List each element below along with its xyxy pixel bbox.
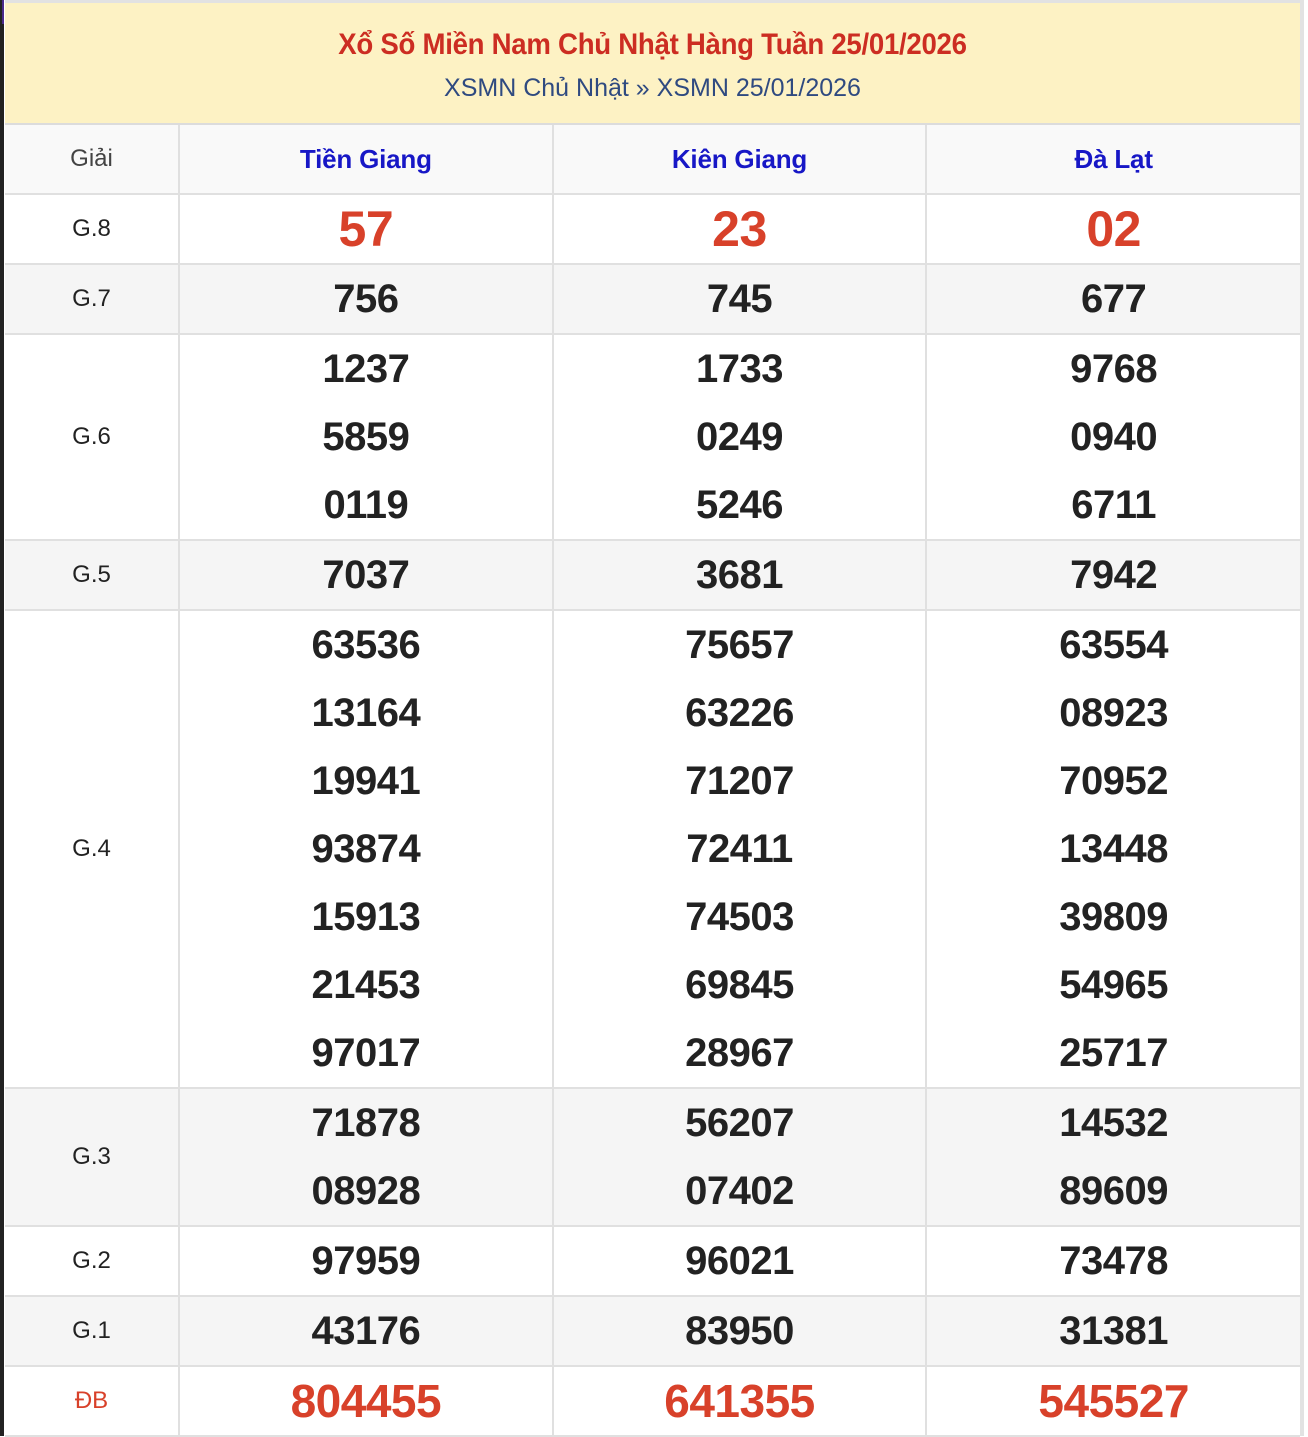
prize-label: G.7 [5, 264, 179, 334]
prize-number: 641355 [664, 1375, 815, 1427]
prize-cell [179, 1088, 553, 1226]
prize-cell [553, 610, 927, 1088]
prize-cell [179, 264, 553, 334]
prize-label: G.4 [5, 610, 179, 1088]
prize-number: 08928 [311, 1169, 421, 1213]
prize-number: 804455 [290, 1375, 442, 1427]
breadcrumb-separator: » [635, 74, 650, 102]
prize-number: 56207 [685, 1101, 794, 1145]
prize-number: 08923 [1059, 691, 1169, 735]
prize-cell [179, 1366, 553, 1436]
prize-number: 63536 [311, 623, 421, 667]
prize-label: G.6 [5, 334, 179, 540]
breadcrumb [5, 73, 1300, 103]
prize-number: 57 [338, 201, 394, 257]
prize-number: 54965 [1059, 963, 1169, 1007]
prize-cell [926, 540, 1300, 610]
prize-number: 39809 [1059, 895, 1169, 939]
prize-number: 13448 [1059, 827, 1169, 871]
prize-number: 13164 [311, 691, 421, 735]
prize-cell [179, 1296, 553, 1366]
prize-number: 677 [1081, 277, 1147, 321]
breadcrumb-link-xsmn-sunday[interactable]: XSMN Chủ Nhật [444, 74, 629, 102]
results-panel [5, 0, 1304, 1436]
prize-cell [553, 1088, 927, 1226]
prize-number: 25717 [1059, 1031, 1169, 1075]
prize-number: 93874 [311, 827, 421, 871]
column-header-da-lat[interactable]: Đà Lạt [926, 125, 1300, 194]
prize-number: 69845 [685, 963, 794, 1007]
table-row [5, 1296, 1300, 1366]
prize-cell [179, 194, 553, 264]
prize-cell [926, 194, 1300, 264]
prize-number: 97959 [311, 1239, 421, 1283]
prize-number: 19941 [311, 759, 421, 803]
prize-label: ĐB [5, 1366, 179, 1436]
prize-number: 72411 [686, 827, 793, 871]
prize-number: 96021 [685, 1239, 794, 1283]
table-row [5, 610, 1300, 1088]
prize-number: 545527 [1038, 1375, 1189, 1427]
prize-number: 1237 [322, 347, 410, 391]
prize-cell [553, 334, 927, 540]
prize-cell [553, 264, 927, 334]
prize-number: 71207 [685, 759, 794, 803]
prize-number: 745 [706, 277, 773, 321]
prize-number: 1733 [695, 347, 783, 391]
table-row [5, 334, 1300, 540]
prize-number: 6711 [1071, 483, 1157, 527]
prize-cell [553, 540, 927, 610]
prize-number: 0940 [1070, 415, 1158, 459]
table-header-row [5, 125, 1300, 194]
table-row [5, 1226, 1300, 1296]
prize-number: 83950 [685, 1309, 794, 1353]
prize-label: G.3 [5, 1088, 179, 1226]
prize-cell [553, 1366, 927, 1436]
prize-number: 756 [333, 277, 399, 321]
prize-cell [179, 540, 553, 610]
results-table [5, 125, 1300, 1437]
prize-number: 63226 [685, 691, 794, 735]
prize-label: G.2 [5, 1226, 179, 1296]
prize-cell [926, 1296, 1300, 1366]
prize-number: 28967 [685, 1031, 794, 1075]
prize-cell [926, 1088, 1300, 1226]
prize-number: 21453 [311, 963, 421, 1007]
column-header-kien-giang[interactable]: Kiên Giang [553, 125, 927, 194]
prize-number: 3681 [695, 553, 783, 597]
prize-number: 89609 [1059, 1169, 1169, 1213]
column-header-tien-giang[interactable]: Tiền Giang [179, 125, 553, 194]
prize-cell [553, 1296, 927, 1366]
prize-number: 23 [712, 201, 767, 257]
page-title: Xổ Số Miền Nam Chủ Nhật Hàng Tuần 25/01/2026 [338, 28, 967, 61]
window-edge-accent [2, 0, 4, 24]
table-row [5, 194, 1300, 264]
prize-cell [179, 1226, 553, 1296]
prize-number: 73478 [1059, 1239, 1169, 1283]
prize-cell [926, 264, 1300, 334]
prize-number: 15913 [311, 895, 421, 939]
prize-cell [926, 1366, 1300, 1436]
prize-label: G.5 [5, 540, 179, 610]
prize-cell [926, 334, 1300, 540]
prize-number: 43176 [311, 1309, 421, 1353]
prize-label: G.1 [5, 1296, 179, 1366]
prize-number: 14532 [1059, 1101, 1169, 1145]
prize-cell [926, 610, 1300, 1088]
breadcrumb-link-xsmn-date[interactable]: XSMN 25/01/2026 [656, 74, 861, 102]
window-edge [0, 0, 4, 1436]
prize-number: 74503 [685, 895, 794, 939]
prize-number: 0249 [695, 415, 783, 459]
table-row [5, 1088, 1300, 1226]
table-row [5, 540, 1300, 610]
prize-number: 02 [1086, 201, 1141, 257]
column-header-prize: Giải [5, 125, 179, 194]
table-row [5, 264, 1300, 334]
prize-cell [179, 610, 553, 1088]
prize-number: 5859 [322, 415, 410, 459]
prize-number: 70952 [1059, 759, 1169, 803]
prize-cell [553, 1226, 927, 1296]
prize-number: 75657 [685, 623, 794, 667]
prize-number: 07402 [685, 1169, 794, 1213]
prize-number: 5246 [695, 483, 783, 527]
prize-number: 0119 [323, 483, 409, 527]
prize-number: 31381 [1059, 1309, 1169, 1353]
prize-cell [179, 334, 553, 540]
prize-label: G.8 [5, 194, 179, 264]
title-box [5, 3, 1300, 125]
prize-number: 9768 [1070, 347, 1158, 391]
prize-number: 7037 [322, 553, 410, 597]
prize-cell [926, 1226, 1300, 1296]
prize-cell [553, 194, 927, 264]
prize-number: 97017 [311, 1031, 421, 1075]
prize-number: 7942 [1070, 553, 1158, 597]
table-row [5, 1366, 1300, 1436]
prize-number: 71878 [311, 1101, 421, 1145]
prize-number: 63554 [1059, 623, 1169, 667]
